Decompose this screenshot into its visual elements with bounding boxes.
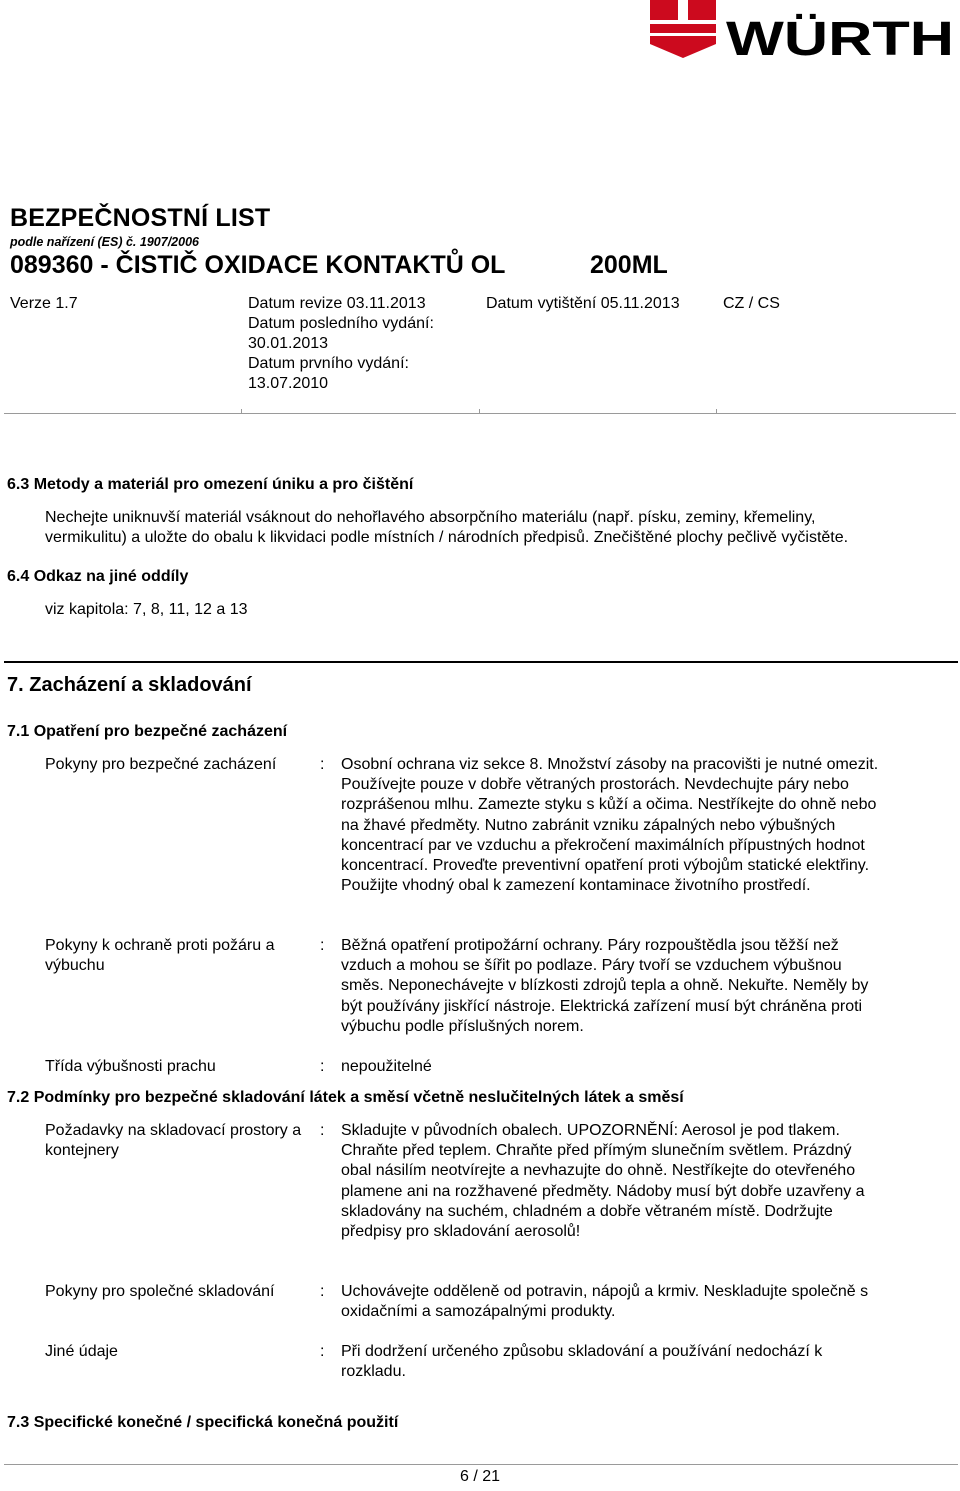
handling-value: Osobní ochrana viz sekce 8. Množství zásoby na pracovišti je nutné omezit. Používejte pouze v dobře větraných prostorách. Nevdechujte páry nebo rozprášenou mlhu. Zamezte styku s kůží a očima. Nestříkejte do ohně nebo na žhavé předměty. Nutno zabránit vzniku zápalných nebo výbušných koncentrací par ve vzduchu a překročení maximálních přípustných hodnot koncentrací. Proveďte preventivní opatření proti výbojům statické elektřiny. Použijte vhodný obal k zamezení kontaminace životního prostředí. [341,756,879,895]
section-7-2-heading: 7.2 Podmínky pro bezpečné skladování látek a směsí včetně neslučitelných látek a směsí [7,1089,684,1106]
section-7-3-heading: 7.3 Specifické konečné / specifická konečná použití [7,1414,399,1431]
wurth-logo-text: WÜRTH [726,13,954,66]
page-number: 6 / 21 [459,1468,501,1485]
section-7-heading: 7. Zacházení a skladování [7,674,252,696]
document-title: BEZPEČNOSTNÍ LIST [10,204,271,232]
colon: : [320,1343,325,1360]
section-divider [4,661,958,663]
header-divider-tick [241,409,242,414]
header-divider [4,413,956,414]
handling-label: Pokyny pro bezpečné zacházení [45,756,277,773]
version: Verze 1.7 [10,295,78,312]
header-divider-tick [716,409,717,414]
last-issue-label: Datum posledního vydání: [248,315,434,332]
colon: : [320,937,325,954]
colon: : [320,1122,325,1139]
wurth-logo [650,0,956,68]
section-6-4-text: viz kapitola: 7, 8, 11, 12 a 13 [45,601,248,618]
common-storage-label: Pokyny pro společné skladování [45,1283,275,1300]
storage-requirements-value: Skladujte v původních obalech. UPOZORNĚNÍ: Aerosol je pod tlakem. Chraňte před teplem. Chraňte před přímým slunečním světlem. Prázdný obal násilím neotvírejte a nevhazujte do ohně. Nestříkejte do otevřeného plamene ani na rozžhavené předměty. Nádoby musí být dobře uzavřeny a skladovány na suchém, chladném a dobře větraném místě. Dodržujte předpisy pro skladování aerosolů! [341,1122,865,1241]
last-issue-date: 30.01.2013 [248,335,329,352]
colon: : [320,756,325,773]
print-date: Datum vytištění 05.11.2013 [486,295,680,312]
section-6-3-text-line-1: Nechejte uniknuvší materiál vsáknout do nehořlavého absorpčního materiálu (např. písku, zeminy, křemeliny, [45,509,816,526]
fire-protection-label: Pokyny k ochraně proti požáru a výbuchu [45,937,275,974]
section-6-3-heading: 6.3 Metody a materiál pro omezení úniku a pro čištění [7,476,414,493]
wurth-logo-mark [650,0,716,60]
colon: : [320,1058,325,1075]
dust-explosion-class-value: nepoužitelné [341,1058,432,1075]
storage-requirements-label: Požadavky na skladovací prostory a kontejnery [45,1122,302,1159]
section-6-3-text-line-2: vermikulitu) a uložte do obalu k likvidaci podle místních / národních předpisů. Znečištěné plochy pečlivě vyčistěte. [45,529,849,546]
section-7-1-heading: 7.1 Opatření pro bezpečné zacházení [7,723,288,740]
common-storage-value: Uchovávejte odděleně od potravin, nápojů a krmiv. Neskladujte společně s oxidačními a samozápalnými produkty. [341,1283,869,1321]
product-size: 200ML [590,251,668,279]
section-6-4-heading: 6.4 Odkaz na jiné oddíly [7,568,189,585]
other-info-label: Jiné údaje [45,1343,118,1360]
product-name: 089360 - ČISTIČ OXIDACE KONTAKTŮ OL [10,251,506,279]
first-issue-label: Datum prvního vydání: [248,355,409,372]
header-divider-tick [479,409,480,414]
colon: : [320,1283,325,1300]
language-code: CZ / CS [723,295,780,312]
first-issue-date: 13.07.2010 [248,375,329,392]
revision-date: Datum revize 03.11.2013 [248,295,426,312]
dust-explosion-class-label: Třída výbušnosti prachu [45,1058,216,1075]
footer-divider [4,1464,958,1465]
other-info-value: Při dodržení určeného způsobu skladování a používání nedochází k rozkladu. [341,1343,823,1381]
fire-protection-value: Běžná opatření protipožární ochrany. Páry rozpouštědla jsou těžší než vzduch a mohou se šířit po podlaze. Páry tvoří se vzduchem výbušnou směs. Neponechávejte v blízkosti zdrojů tepla a ohně. Nekuřte. Neměly by být používány jiskřící nástroje. Elektrická zařízení musí být chráněna proti výbuchu podle příslušných norem. [341,937,869,1035]
document-subtitle: podle nařízení (ES) č. 1907/2006 [10,235,199,249]
